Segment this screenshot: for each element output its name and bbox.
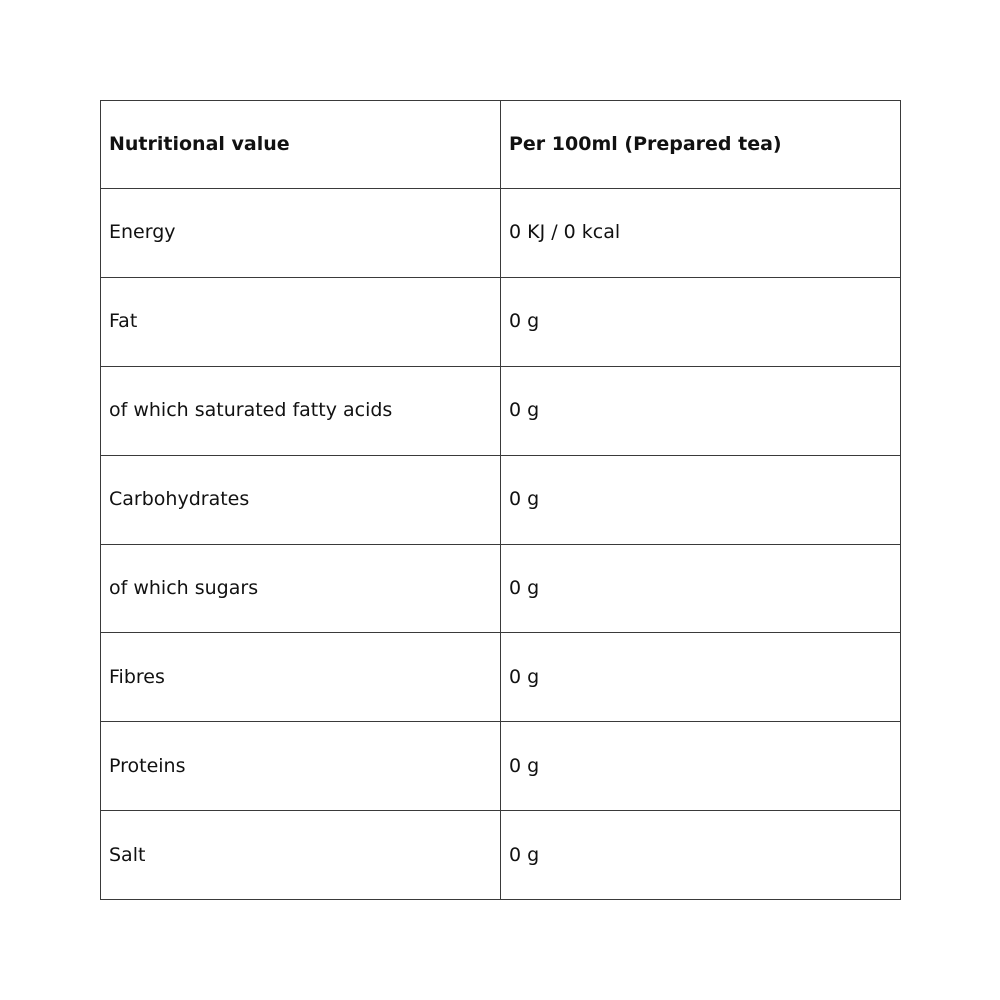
table-row [101, 722, 901, 811]
nutrition-table [100, 100, 901, 900]
nutrient-amount: 0 g [501, 366, 901, 455]
header-per-100ml: Per 100ml (Prepared tea) [501, 101, 901, 189]
nutrient-name: Energy [101, 189, 501, 278]
nutrient-name: of which sugars [101, 544, 501, 633]
nutrient-name: Fibres [101, 633, 501, 722]
table-row [101, 455, 901, 544]
nutrient-name: Fat [101, 277, 501, 366]
table-row [101, 633, 901, 722]
nutrient-amount: 0 g [501, 722, 901, 811]
nutrient-amount: 0 g [501, 811, 901, 900]
table-row [101, 544, 901, 633]
table-header-row [101, 101, 901, 189]
nutrient-amount: 0 g [501, 455, 901, 544]
nutrient-amount: 0 g [501, 633, 901, 722]
nutrient-name: Salt [101, 811, 501, 900]
table-row [101, 277, 901, 366]
nutrient-amount: 0 KJ / 0 kcal [501, 189, 901, 278]
nutrient-name: Carbohydrates [101, 455, 501, 544]
nutrient-name: of which saturated fatty acids [101, 366, 501, 455]
table-row [101, 366, 901, 455]
table-row [101, 811, 901, 900]
nutrient-amount: 0 g [501, 277, 901, 366]
nutrient-name: Proteins [101, 722, 501, 811]
header-nutritional-value: Nutritional value [101, 101, 501, 189]
nutrient-amount: 0 g [501, 544, 901, 633]
table-row [101, 189, 901, 278]
